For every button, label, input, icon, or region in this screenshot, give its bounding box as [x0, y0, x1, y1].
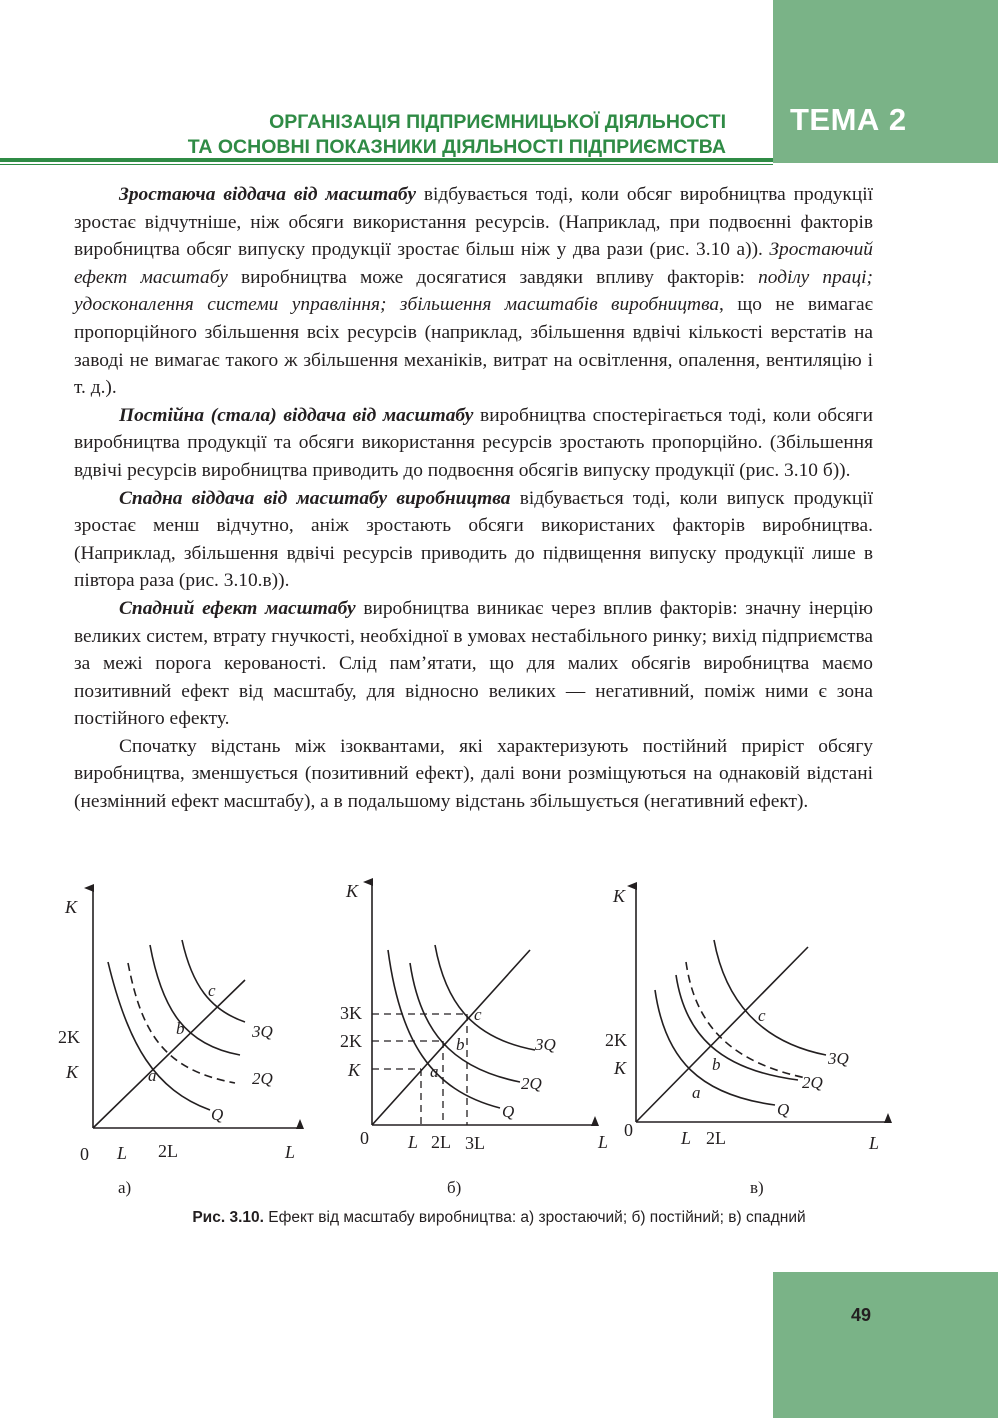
term: Зростаюча віддача від масштабу [119, 184, 416, 205]
theme-label: ТЕМА 2 [790, 102, 907, 137]
paragraph-increasing-returns [74, 181, 873, 402]
axis-k-label: K [346, 881, 359, 901]
panel-label-c: в) [750, 1178, 764, 1197]
header-line-2: ТА ОСНОВНІ ПОКАЗНИКИ ДІЯЛЬНОСТІ ПІДПРИЄМСТВА [187, 136, 726, 158]
curve-label: 2Q [521, 1074, 542, 1093]
header-line-1: ОРГАНІЗАЦІЯ ПІДПРИЄМНИЦЬКОЇ ДІЯЛЬНОСТІ [269, 111, 726, 133]
panel-b-labels [340, 881, 608, 1197]
x-tick: 2L [431, 1132, 451, 1152]
y-tick: K [614, 1058, 627, 1078]
isoquant-2q [150, 945, 240, 1055]
text: відбувається тоді, коли випуск продукції зростає менш відчутно, аніж зростають обсяги використаних факторів виробництва. (Наприклад, збільшення вдвічі ресурсів приводить до підвищення випуску продукції лише в півтора раза (рис. 3.10.в)). [74, 487, 874, 592]
theme-tab [773, 0, 998, 163]
x-tick: L [408, 1132, 419, 1152]
expansion-ray [636, 947, 808, 1122]
paragraph-decreasing-effect [74, 595, 873, 733]
axis-l-label: L [869, 1133, 880, 1153]
y-tick: 2K [58, 1027, 80, 1047]
paragraph-isoquant-distance [74, 733, 873, 816]
origin-label: 0 [360, 1128, 369, 1148]
panel-label-a: а) [118, 1178, 132, 1197]
italic-term: Зростаючий ефект масштабу [74, 239, 873, 288]
x-tick: 2L [706, 1128, 726, 1148]
y-tick: 2K [340, 1031, 362, 1051]
point-label: b [176, 1019, 185, 1038]
panel-a [93, 888, 300, 1128]
panel-label-b: б) [447, 1178, 462, 1197]
header-rule [0, 158, 773, 162]
isoquant-q [655, 990, 775, 1105]
point-label: a [692, 1083, 701, 1102]
origin-label: 0 [624, 1120, 633, 1140]
point-label: a [430, 1062, 439, 1081]
page-number: 49 [851, 1305, 872, 1325]
y-tick: K [348, 1060, 361, 1080]
curve-label: 2Q [802, 1073, 823, 1092]
caption-text: Ефект від масштабу виробництва: а) зростаючий; б) постійний; в) спадний [263, 1209, 806, 1226]
term: Спадна віддача від масштабу виробництва [119, 487, 511, 509]
axis-k-label: K [65, 897, 78, 917]
curve-label: 2Q [252, 1069, 273, 1088]
point-label: c [208, 981, 216, 1000]
curve-label: Q [777, 1100, 790, 1119]
expansion-ray [372, 950, 530, 1125]
term: Постійна (стала) віддача від масштабу [119, 404, 474, 426]
paragraph-decreasing-returns [74, 485, 873, 595]
caption-label: Рис. 3.10. [192, 1209, 264, 1226]
curve-label: 3Q [828, 1049, 849, 1068]
point-label: c [758, 1006, 766, 1025]
x-tick: L [681, 1128, 692, 1148]
y-tick: 3K [340, 1003, 362, 1023]
text: відбувається тоді, коли обсяг виробництва продукції зростає відчутніше, ніж обсяги використання ресурсів. (Наприклад, при подвоєнні факторів виробництва обсяг випуску продукції зростає більш ніж у два рази (рис. 3.10 а)). [74, 184, 873, 261]
isoquant-dashed [686, 962, 806, 1078]
curve-label: 3Q [535, 1035, 556, 1054]
text: виробництва може досягатися завдяки впливу факторів: [227, 266, 759, 288]
running-header [188, 110, 726, 160]
isoquant-3q [714, 940, 826, 1055]
figure-caption [0, 1209, 998, 1227]
term: Спадний ефект масштабу [119, 597, 356, 619]
axis-k-label: K [613, 886, 626, 906]
point-label: b [456, 1035, 465, 1054]
body-text [74, 181, 873, 816]
text: Спочатку відстань між ізоквантами, які характеризують постійний приріст обсягу виробництва, зменшується (позитивний ефект), далі вони розміщуються на однаковій відстані (незмінний ефект масштабу), а в подальшому відстань збільшується (негативний ефект). [74, 735, 873, 813]
panel-c [636, 886, 888, 1122]
panel-c-labels [605, 886, 879, 1197]
axis-l-label: L [285, 1142, 296, 1162]
point-label: c [474, 1005, 482, 1024]
x-tick: 2L [158, 1141, 178, 1161]
curve-label: Q [211, 1105, 224, 1124]
curve-label: 3Q [252, 1022, 273, 1041]
y-tick: 2K [605, 1030, 627, 1050]
text: , що не вимагає пропорційного збільшення всіх ресурсів (наприклад, збільшення вдвічі кількості верстатів на заводі не вимагає такого ж збільшення механіків, витрат на освітлення, опалення, вентиляцію і т. д.). [74, 294, 873, 399]
text: виробництва виникає через вплив факторів: значну інерцію великих систем, втрату гнучкості, необхідної в умовах нестабільного ринку; вихід підприємства за межі порога керованості. Слід пам’ятати, що для малих обсягів виробництва маємо позитивний ефект від масштабу, для відносно великих — негативний, поміж ними є зона постійного ефекту. [74, 597, 874, 730]
figure-3-10 [0, 870, 998, 1210]
header-rule-thin [0, 164, 773, 165]
x-tick: L [117, 1143, 128, 1163]
point-label: b [712, 1055, 721, 1074]
paragraph-constant-returns [74, 402, 873, 485]
isoquant-q [388, 950, 500, 1108]
origin-label: 0 [80, 1144, 89, 1164]
page-number-box [773, 1272, 998, 1418]
text: виробництва спостерігається тоді, коли обсяги виробництва продукції та обсяги використання ресурсів зростають пропорційно. (Збільшення вдвічі ресурсів виробництва приводить до подвоєння обсягів випуску продукції (рис. 3.10 б)). [74, 404, 873, 481]
italic-factors: поділу праці; удосконалення системи управління; збільшення масштабів виробництва [74, 266, 873, 316]
curve-label: Q [502, 1102, 515, 1121]
axis-l-label: L [598, 1132, 609, 1152]
y-tick: K [66, 1062, 79, 1082]
panel-b [372, 882, 595, 1125]
isoquant-2q [676, 975, 798, 1080]
x-tick: 3L [465, 1133, 485, 1153]
point-label: a [148, 1066, 157, 1085]
